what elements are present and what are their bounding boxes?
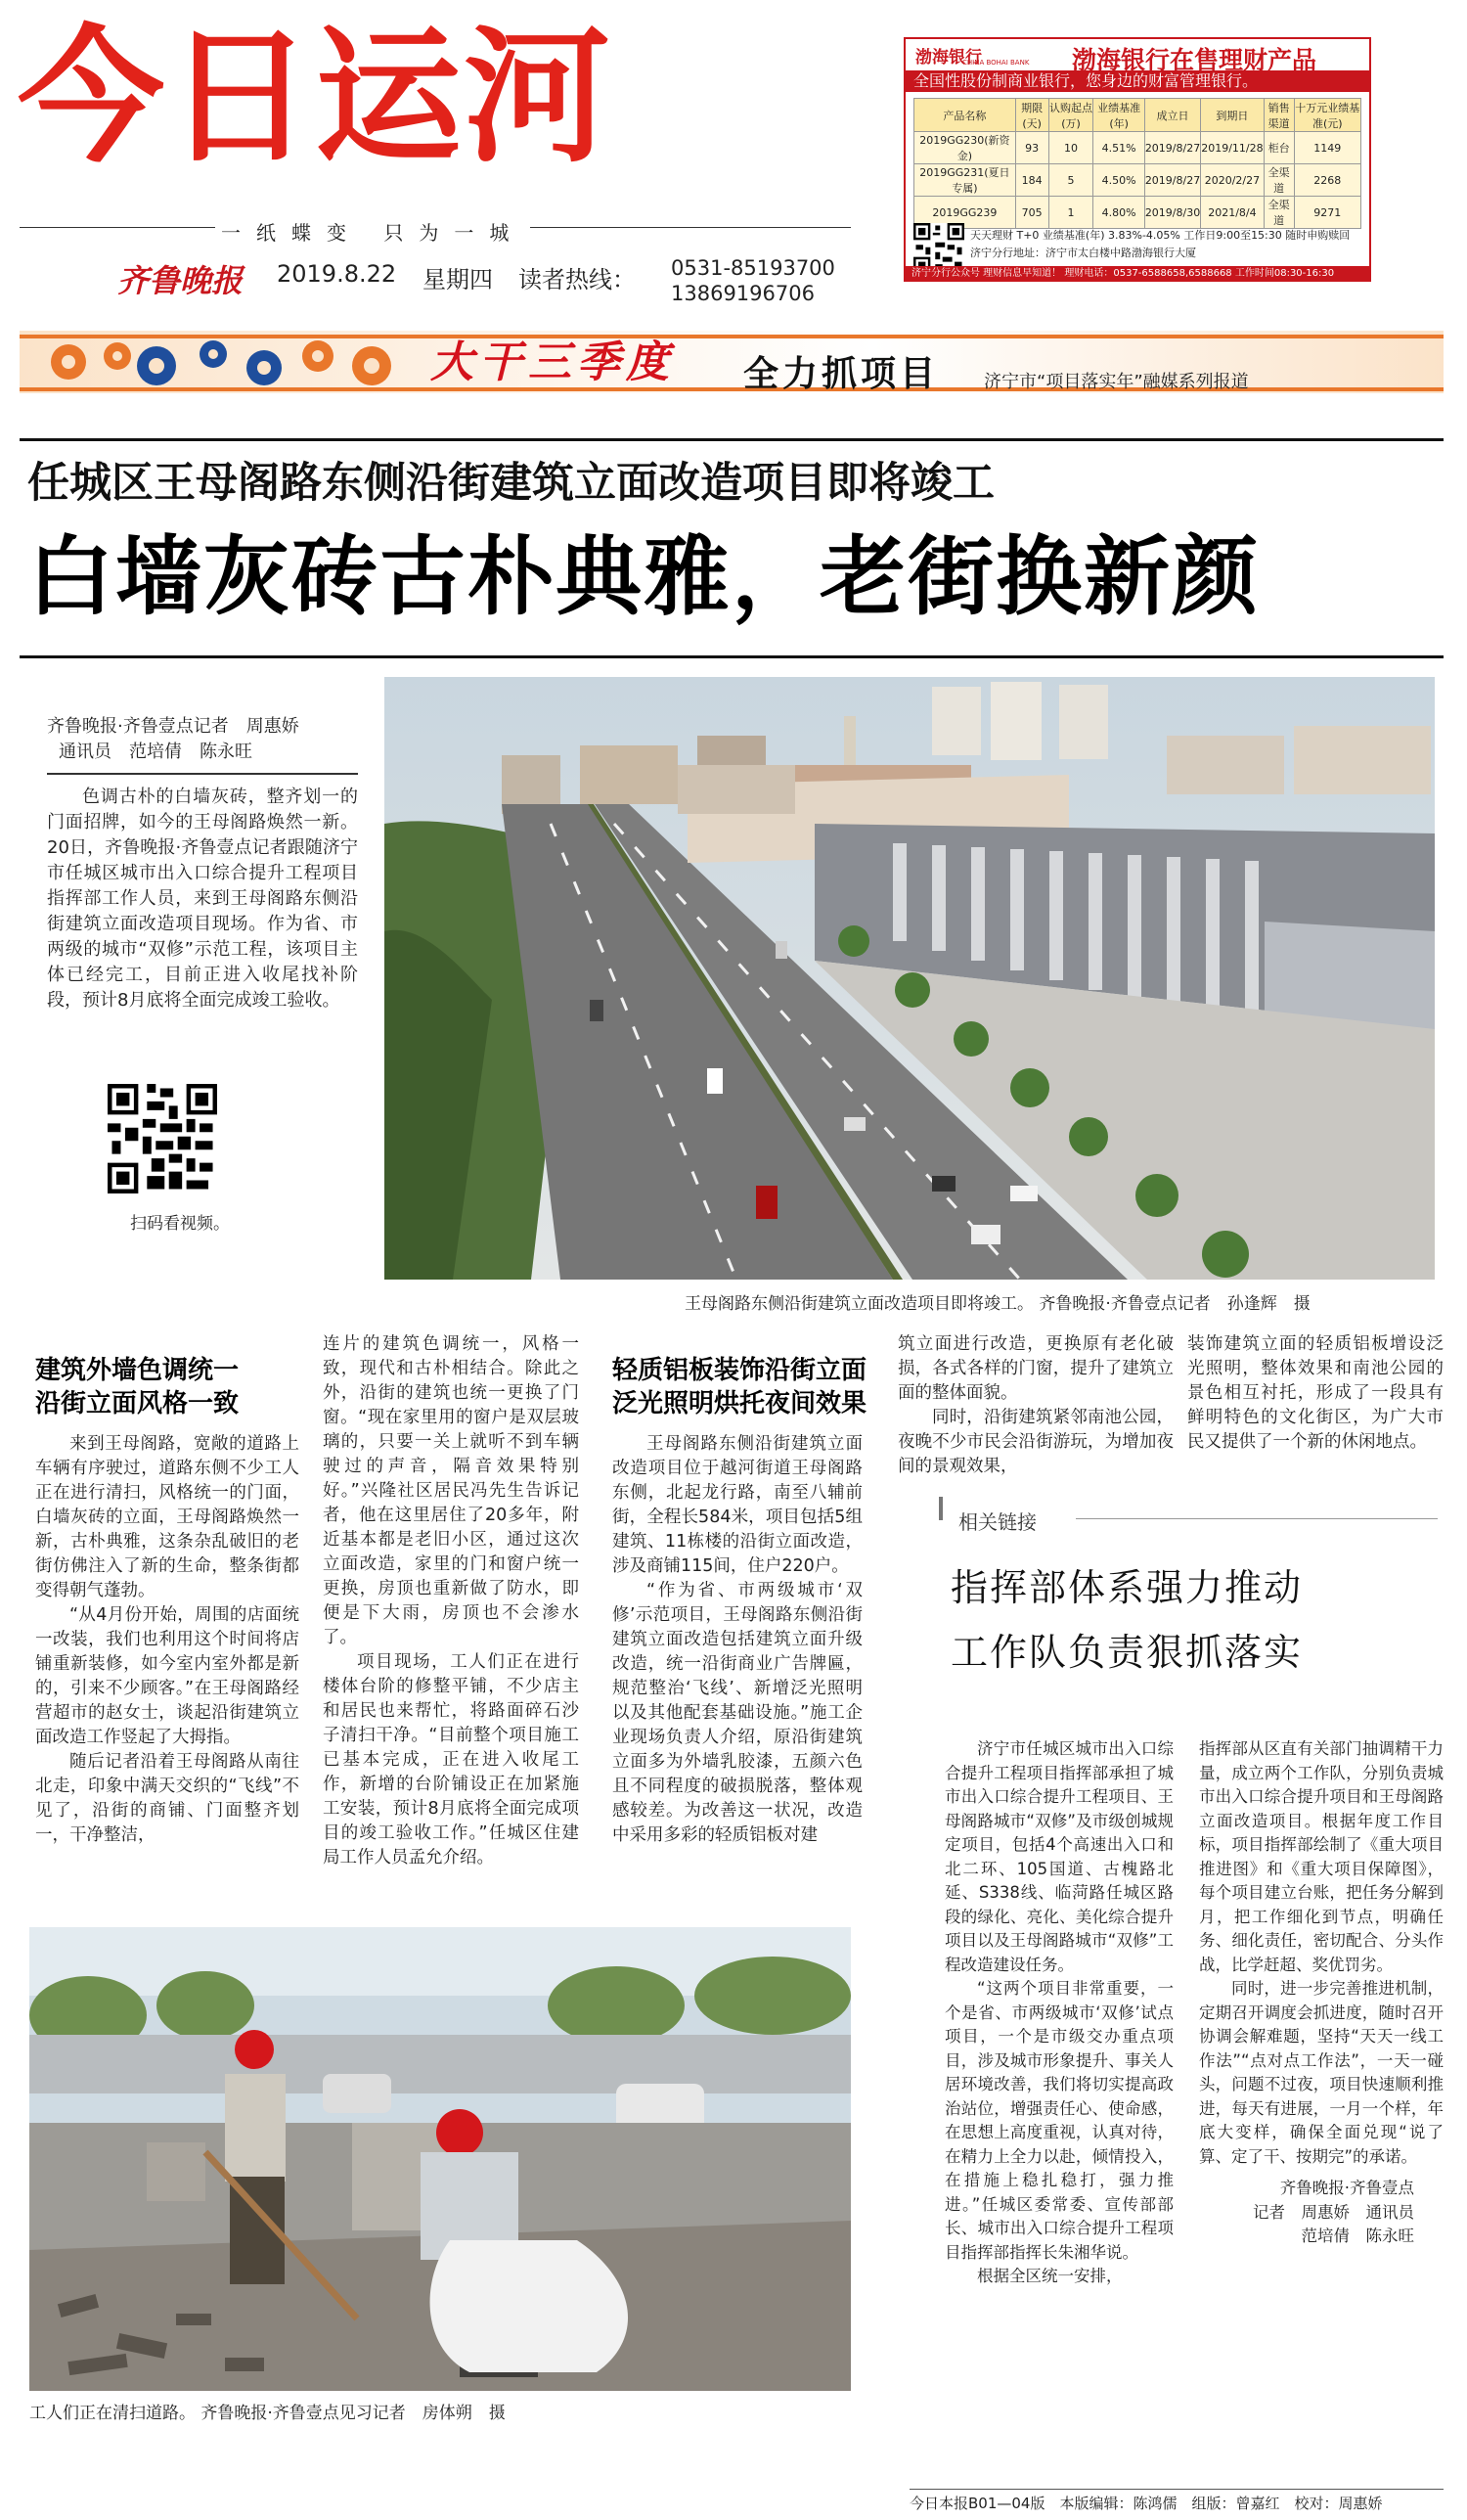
table-header-row (914, 99, 1361, 132)
table-cell: 705 (1015, 197, 1048, 229)
sidebar-byline (1199, 2177, 1444, 2249)
table-cell: 全渠道 (1264, 197, 1294, 229)
bottom-photo-caption: 工人们正在清扫道路。 齐鲁晚报·齐鲁壹点见习记者 房体朔 摄 (29, 2404, 506, 2423)
byline-line: 记者 周惠娇 通讯员 (1253, 2202, 1414, 2222)
paragraph: 随后记者沿着王母阁路从南往北走，印象中满天交织的“飞线”不见了，沿街的商铺、门面整齐划一，干净整洁， (35, 1752, 299, 1845)
bank-ad-info: 天天理财 T+0 业绩基准(年) 3.83%-4.05% 工作日9:00至15:30 随时申购赎回 (970, 229, 1351, 242)
paragraph: 根据全区统一安排， (977, 2267, 1123, 2285)
lead-rule (47, 773, 358, 775)
table-cell: 柜台 (1264, 132, 1294, 164)
table-header: 十万元业绩基准(元) (1294, 99, 1360, 132)
table-row (914, 164, 1361, 197)
qr-label: 扫码看视频。 (130, 1214, 230, 1234)
table-cell: 5 (1048, 164, 1093, 197)
bank-ad-tagline: 全国性股份制商业银行，您身边的财富管理银行。 (906, 70, 1369, 92)
table-cell: 10 (1048, 132, 1093, 164)
bank-logo: 渤海银行 (915, 48, 982, 68)
byline-line: 范培倩 陈永旺 (1301, 2227, 1414, 2245)
paragraph: “这两个项目非常重要，一个是省、市两级城市‘双修’试点项目，一个是市级交办重点项目，涉及城市形象提升、事关人居环境改善，我们将切实提高政治站位，增强责任心、使命感，在思想上高度重视，认真对待，在精力上全力以赴，倾情投入，在措施上稳扎稳打，强力推进。”任城区委常委、宣传部部长、城市出入口综合提升工程项目指挥部指挥长朱湘华说。 (945, 1979, 1174, 2262)
article-column-4 (898, 1332, 1174, 1479)
article-column-3 (612, 1432, 863, 1848)
table-cell: 93 (1015, 132, 1048, 164)
street-aerial-photo (384, 677, 1435, 1280)
paragraph: 项目现场，工人们正在进行楼体台阶的修整平铺，不少店主和居民也来帮忙，将路面碎石沙子清扫干净。“目前整个项目施工已基本完成，正在进入收尾工作，新增的台阶铺设正在加紧施工安装，预计8月底将全面完成项目的竣工验收工作。”任城区住建局工作人员孟允介绍。 (323, 1652, 579, 1868)
banner-series: 济宁市“项目落实年”融媒系列报道 (984, 372, 1249, 392)
table-header: 销售渠道 (1264, 99, 1294, 132)
section-subheading-2b: 泛光照明烘托夜间效果 (612, 1389, 867, 1418)
table-cell: 全渠道 (1264, 164, 1294, 197)
table-cell: 2019GG239 (914, 197, 1016, 229)
table-row (914, 197, 1361, 229)
paragraph: 同时，沿街建筑紧邻南池公园，夜晚不少市民会沿街游玩，为增加夜间的景观效果， (898, 1408, 1174, 1476)
table-cell: 2019/8/27 (1144, 132, 1200, 164)
article-column-2 (323, 1332, 579, 1870)
page-footer: 今日本报B01—04版 本版编辑：陈鸿儒 组版：曾嘉红 校对：周惠娇 (910, 2495, 1383, 2512)
banner-slogan-left: 大干三季度 (430, 338, 675, 387)
sidebar-title-2: 工作队负责狠抓落实 (951, 1631, 1304, 1674)
article-headline: 白墙灰砖古朴典雅，老街换新颜 (27, 526, 1261, 627)
table-cell: 1 (1048, 197, 1093, 229)
article-lead: 色调古朴的白墙灰砖，整齐划一的门面招牌，如今的王母阁路焕然一新。20日，齐鲁晚报·齐鲁壹点记者跟随济宁市任城区城市出入口综合提升工程项目指挥部工作人员，来到王母阁路东侧沿街建筑立面改造项目现场。作为省、市两级的城市“双修”示范工程，该项目主体已经完工，目前正进入收尾找补阶段，预计8月底将全面完成竣工验收。 (47, 787, 358, 1011)
masthead-title: 今日运河 (18, 13, 613, 183)
table-cell: 2019/8/27 (1144, 164, 1200, 197)
sidebar-marker (939, 1497, 943, 1520)
section-subheading-1b: 沿街立面风格一致 (35, 1389, 240, 1418)
footer-rule (910, 2489, 1444, 2490)
table-cell: 4.51% (1093, 132, 1144, 164)
bank-logo-en: CHINA BOHAI BANK (962, 59, 1030, 67)
masthead-slogan: 一纸蝶变 只为一城 (215, 217, 530, 246)
paragraph: 指挥部从区直有关部门抽调精干力量，成立两个工作队，分别负责城市出入口综合提升项目和王母阁路立面改造项目。根据年度工作目标，项目指挥部绘制了《重大项目推进图》和《重大项目保障图》，每个项目建立台账，把任务分解到月，把工作细化到节点，明确任务、细化责任，密切配合、分头作战，比学赶超、奖优罚劣。 (1199, 1739, 1444, 1974)
byline-line: 齐鲁晚报·齐鲁壹点 (1279, 2179, 1414, 2197)
bank-advertisement (904, 37, 1371, 282)
hotline-number-1: 0531-85193700 (671, 256, 835, 280)
article-byline-2: 通讯员 范培倩 陈永旺 (59, 742, 252, 762)
table-header: 业绩基准(年) (1093, 99, 1144, 132)
table-cell: 2020/2/27 (1201, 164, 1264, 197)
article-column-5 (1187, 1332, 1444, 1455)
sidebar-column-1 (945, 1737, 1174, 2289)
sidebar-tag: 相关链接 (958, 1510, 1037, 1534)
table-cell: 4.50% (1093, 164, 1144, 197)
table-cell: 2019/8/30 (1144, 197, 1200, 229)
sidebar-column-2 (1199, 1737, 1444, 2249)
issue-weekday: 星期四 (422, 266, 493, 293)
banner-slogan-right: 全力抓项目 (743, 353, 940, 394)
bank-product-table (913, 98, 1361, 229)
sidebar-title-1: 指挥部体系强力推动 (951, 1566, 1304, 1609)
table-header: 期限(天) (1015, 99, 1048, 132)
table-cell: 2019/11/28 (1201, 132, 1264, 164)
article-byline: 齐鲁晚报·齐鲁壹点记者 周惠娇 (47, 716, 299, 737)
issue-date: 2019.8.22 (277, 260, 397, 288)
paragraph: 装饰建筑立面的轻质铝板增设泛光照明，整体效果和南池公园的景色相互衬托，形成了一段具有鲜明特色的文化街区，为广大市民又提供了一个新的休闲地点。 (1187, 1334, 1444, 1452)
hotline-label: 读者热线： (518, 266, 636, 293)
paragraph: 济宁市任城区城市出入口综合提升工程项目指挥部承担了城市出入口综合提升工程项目、王母阁路城市“双修”及市级创城规定项目，包括4个高速出入口和北二环、105国道、古槐路北延、S338线、临菏路任城区路段的绿化、亮化、美化综合提升项目以及王母阁路城市“双修”工程改造建设任务。 (945, 1739, 1174, 1974)
table-cell: 2268 (1294, 164, 1360, 197)
section-subheading-1a: 建筑外墙色调统一 (35, 1356, 240, 1385)
bank-ad-footer: 济宁分行公众号 理财信息早知道！ 理财电话：0537-6588658,6588668 工作时间08:30-16:30 (906, 266, 1369, 282)
headline-rule-bottom (20, 655, 1444, 658)
table-cell: 9271 (1294, 197, 1360, 229)
paragraph: “从4月份开始，周围的店面统一改装，我们也利用这个时间将店铺重新装修，如今室内室外都是新的，引来不少顾客。”在王母阁路经营超市的赵女士，谈起沿街建筑立面改造工作竖起了大拇指。 (35, 1605, 299, 1747)
article-column-1 (35, 1432, 299, 1848)
bank-ad-address: 济宁分行地址：济宁市太白楼中路渤海银行大厦 (970, 247, 1196, 259)
video-qr-code[interactable] (108, 1084, 217, 1193)
hotline-number-2: 13869196706 (671, 282, 815, 305)
paragraph: 同时，进一步完善推进机制，定期召开调度会抓进度，随时召开协调会解难题，坚持“天天一线工作法”“点对点工作法”，一天一碰头，问题不过夜，项目快速顺利推进，每天有进展，一月一个样，年底大变样，确保全面兑现“说了算、定了干、按期完”的承诺。 (1199, 1979, 1444, 2166)
table-header: 成立日 (1144, 99, 1200, 132)
table-row (914, 132, 1361, 164)
table-header: 产品名称 (914, 99, 1016, 132)
table-cell: 2019GG230(新资金) (914, 132, 1016, 164)
paragraph: “作为省、市两级城市‘双修’示范项目，王母阁路东侧沿街建筑立面改造包括建筑立面升级改造，统一沿街商业广告牌匾，规范整治‘飞线’、新增泛光照明以及其他配套基础设施。”施工企业现场负责人介绍，原沿街建筑立面多为外墙乳胶漆，五颜六色且不同程度的破损脱落，整体观感较差。为改善这一状况，改造中采用多彩的轻质铝板对建 (612, 1581, 863, 1845)
section-subheading-2a: 轻质铝板装饰沿街立面 (612, 1356, 867, 1385)
photo-caption: 王母阁路东侧沿街建筑立面改造项目即将竣工。 齐鲁晚报·齐鲁壹点记者 孙逢辉 摄 (685, 1294, 1311, 1314)
table-cell: 1149 (1294, 132, 1360, 164)
table-cell: 2019GG231(夏日专属) (914, 164, 1016, 197)
table-header: 认购起点(万) (1048, 99, 1093, 132)
workers-sweeping-photo (29, 1927, 851, 2391)
table-cell: 4.80% (1093, 197, 1144, 229)
paragraph: 王母阁路东侧沿街建筑立面改造项目位于越河街道王母阁路东侧，北起龙行路，南至八辅前街，全程长584米，项目包括5组建筑、11栋楼的沿街立面改造，涉及商铺115间，住户220户。 (612, 1434, 863, 1576)
headline-rule-top (20, 438, 1444, 441)
table-cell: 2021/8/4 (1201, 197, 1264, 229)
table-cell: 184 (1015, 164, 1048, 197)
paragraph: 连片的建筑色调统一，风格一致，现代和古朴相结合。除此之外，沿街的建筑也统一更换了门窗。“现在家里用的窗户是双层玻璃的，只要一关上就听不到车辆驶过的声音，隔音效果特别好。”兴隆社区居民冯先生告诉记者，他在这里居住了20多年，附近基本都是老旧小区，通过这次立面改造，家里的门和窗户统一更换，房顶也重新做了防水，即便是下大雨，房顶也不会渗水了。 (323, 1334, 579, 1647)
paragraph: 来到王母阁路，宽敞的道路上车辆有序驶过，道路东侧不少工人正在进行清扫，风格统一的门面，白墙灰砖的立面，王母阁路焕然一新，古朴典雅，这条杂乱破旧的老街仿佛注入了新的生命，整条街都变得朝气蓬勃。 (35, 1434, 299, 1600)
article-kicker: 任城区王母阁路东侧沿街建筑立面改造项目即将竣工 (27, 459, 995, 508)
gears-icon (39, 327, 411, 397)
paragraph: 筑立面进行改造，更换原有老化破损，各式各样的门窗，提升了建筑立面的整体面貌。 (898, 1334, 1174, 1403)
bank-ad-headline: 渤海银行在售理财产品 (1072, 46, 1317, 74)
table-header: 到期日 (1201, 99, 1264, 132)
paper-name: 齐鲁晚报 (117, 262, 244, 299)
sidebar-rule (1076, 1518, 1438, 1519)
